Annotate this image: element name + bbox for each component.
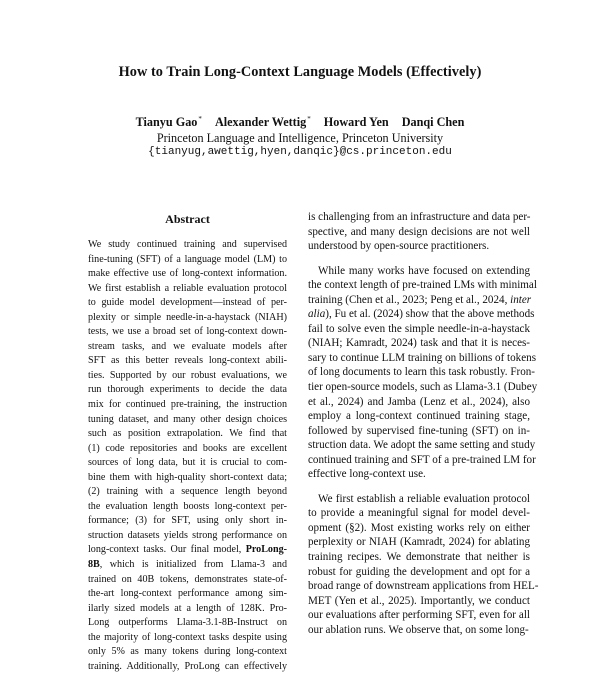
equal-contribution-mark: * bbox=[198, 115, 202, 123]
body-line: spective, and many design decisions are not well bbox=[308, 225, 530, 238]
paragraph-gap bbox=[308, 254, 530, 264]
paragraph-gap bbox=[308, 482, 530, 492]
abstract-line: trained on 40B tokens, demonstrates state-of- bbox=[88, 573, 287, 585]
author: Danqi Chen bbox=[401, 115, 465, 129]
abstract-line: SFT as this better reveals long-context abili- bbox=[88, 355, 287, 367]
abstract-line: long-context tasks. Our final model, ProLong- bbox=[88, 544, 287, 556]
abstract-line: 8B, which is initialized from Llama-3 and bbox=[88, 559, 287, 571]
author: Tianyu Gao* bbox=[135, 115, 202, 129]
abstract-heading: Abstract bbox=[165, 212, 210, 226]
abstract-line: formance; (3) for SFT, using only short in- bbox=[88, 515, 287, 527]
body-line: employ a long-context continued training stage, bbox=[308, 410, 530, 423]
abstract-line: stream tasks, and we evaluate models after bbox=[88, 340, 287, 352]
abstract-line: fine-tuning (SFT) of a language model (LM) to bbox=[88, 253, 287, 265]
body-line: tier open-source models, such as Llama-3.1 (Dubey bbox=[308, 381, 538, 394]
abstract-line: tests, we use a broad set of long-context down- bbox=[88, 326, 287, 338]
author: Alexander Wettig* bbox=[214, 115, 311, 129]
body-line: opment (§2). Most existing works rely on either bbox=[308, 521, 530, 534]
body-line: MET (Yen et al., 2025). Importantly, we conduct bbox=[308, 594, 530, 607]
body-line: et al., 2024) and Jamba (Lenz et al., 2024), also bbox=[308, 395, 530, 408]
body-line: our ablation runs. We observe that, on some long- bbox=[308, 623, 529, 636]
abstract-line: the-art long-context performance among sim- bbox=[88, 588, 287, 600]
author-emails: {tianyug,awettig,hyen,danqic}@cs.princeton.edu bbox=[148, 146, 452, 158]
body-line: is challenging from an infrastructure and data per- bbox=[308, 211, 531, 223]
affiliation: Princeton Language and Intelligence, Princeton University bbox=[156, 131, 444, 145]
body-line: broad range of downstream applications from HEL- bbox=[308, 580, 539, 593]
body-line: followed by supervised fine-tuning (SFT) on in- bbox=[308, 424, 530, 437]
abstract-line: We first establish a reliable evaluation protocol bbox=[88, 282, 287, 294]
abstract-line: the majority of long-context tasks despite using bbox=[88, 631, 287, 643]
body-line: training recipes. We demonstrate that neither is bbox=[308, 551, 530, 564]
body-line: robust for guiding the development and opt for a bbox=[308, 565, 530, 578]
body-line: We first establish a reliable evaluation protocol bbox=[318, 492, 530, 505]
abstract-line: make effective use of long-context information. bbox=[88, 268, 287, 280]
introduction-text bbox=[308, 210, 539, 637]
abstract-line: tuning dataset, and many other design choices bbox=[88, 413, 287, 425]
abstract-line: plexity or simple needle-in-a-haystack (NIAH) bbox=[88, 311, 287, 323]
body-line: to provide a meaningful signal for model devel- bbox=[308, 507, 530, 520]
body-line: struction data. We adopt the same setting and study bbox=[308, 439, 536, 452]
abstract-line: run thorough experiments to decide the data bbox=[88, 384, 287, 396]
abstract-line: ties. Supported by our robust evaluations, we bbox=[88, 369, 287, 381]
abstract-line: Long outperforms Llama-3.1-8B-Instruct on bbox=[88, 617, 287, 629]
abstract-text bbox=[88, 238, 287, 674]
abstract-line: struction datasets yields strong performance on bbox=[88, 529, 287, 541]
paper-title: How to Train Long-Context Language Models (Effectively) bbox=[118, 64, 482, 80]
body-line: sary to continue LLM training on billions of tokens bbox=[308, 351, 537, 364]
body-line: perplexity or NIAH (Kamradt, 2024) for ablating bbox=[308, 536, 530, 549]
abstract-line: We study continued training and supervised bbox=[88, 239, 287, 250]
author: Howard Yen bbox=[323, 115, 389, 129]
body-line: our evaluations after performing SFT, even for all bbox=[308, 609, 530, 622]
abstract-line: (1) code repositories and books are excellent bbox=[88, 442, 287, 454]
abstract-line: to guide model development—instead of per- bbox=[88, 297, 287, 309]
body-line: effective long-context use. bbox=[308, 468, 426, 481]
body-line: fail to solve even the simple needle-in-a-haystack bbox=[308, 322, 530, 335]
abstract-line: mix for continued pre-training, the instruction bbox=[88, 399, 287, 411]
body-line: training (Chen et al., 2023; Peng et al., 2024, inter bbox=[308, 293, 532, 306]
equal-contribution-mark: * bbox=[307, 115, 311, 123]
body-line: continued training and SFT of a pre-trained LM for bbox=[308, 453, 536, 466]
abstract-line: training. Additionally, ProLong can effectively bbox=[88, 660, 287, 672]
abstract-line: only 5% as many tokens during long-context bbox=[88, 646, 287, 658]
body-line: (NIAH; Kamradt, 2024) task and that it is neces- bbox=[308, 337, 530, 350]
body-line: the context length of pre-trained LMs with minimal bbox=[308, 279, 537, 292]
body-line: alia), Fu et al. (2024) show that the above methods bbox=[308, 308, 535, 321]
abstract-line: sources of long data, but it is crucial to com- bbox=[88, 457, 287, 469]
abstract-line: (2) training with a sequence length beyond bbox=[88, 486, 287, 498]
abstract-line: such as position extrapolation. We find that bbox=[88, 428, 287, 440]
author-list bbox=[0, 115, 600, 130]
body-line: While many works have focused on extending bbox=[318, 264, 530, 277]
body-line: understood by open-source practitioners. bbox=[308, 240, 490, 253]
body-line: of long documents to learn this task robustly. Fron- bbox=[308, 366, 535, 379]
abstract-line: bine them with high-quality short-context data; bbox=[88, 471, 287, 483]
abstract-line: ilarly sized models at a length of 128K. Pro- bbox=[88, 602, 287, 614]
abstract-line: the evaluation length boosts long-context per- bbox=[88, 500, 287, 512]
